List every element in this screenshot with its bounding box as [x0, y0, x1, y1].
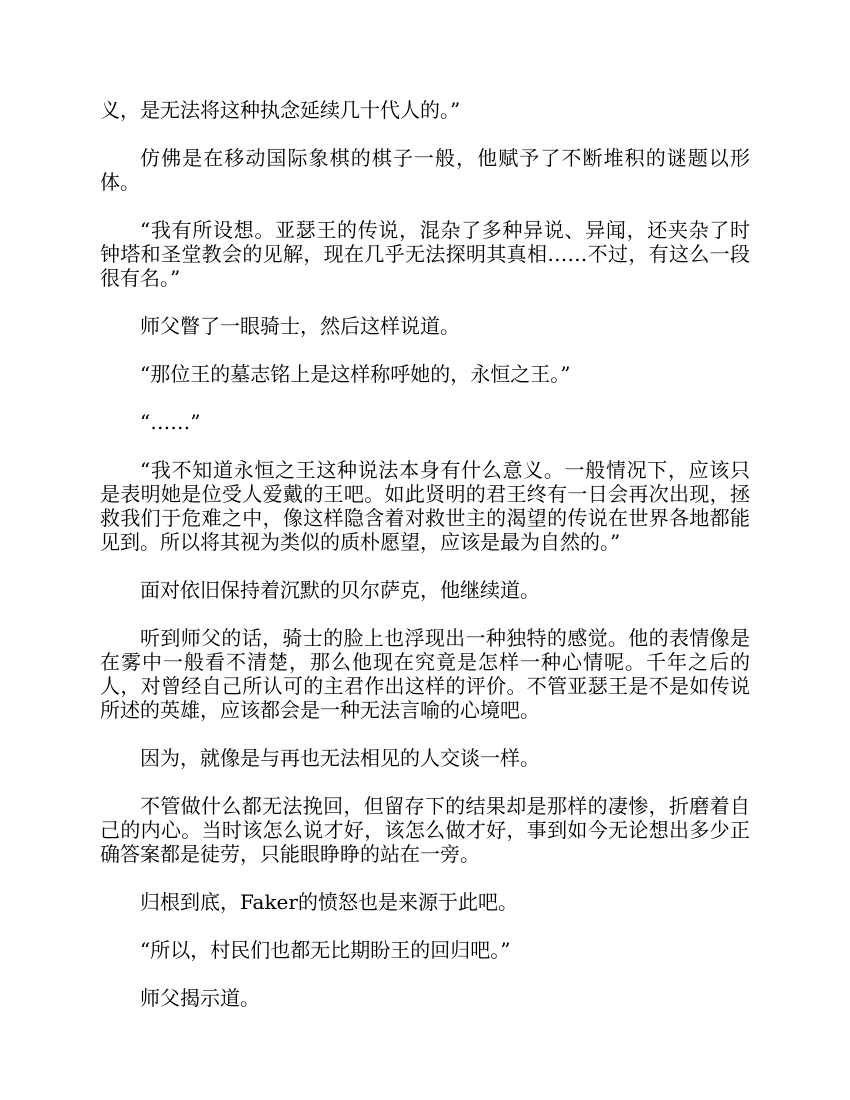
paragraph: 面对依旧保持着沉默的贝尔萨克，他继续道。: [140, 578, 540, 602]
paragraph: 师父瞥了一眼骑士，然后这样说道。: [140, 314, 460, 338]
paragraph: 归根到底，Faker的愤怒也是来源于此吧。: [140, 890, 518, 914]
document-body: [100, 98, 750, 1034]
paragraph: “我有所设想。亚瑟王的传说，混杂了多种异说、异闻，还夹杂了时钟塔和圣堂教会的见解，现在几乎无法探明其真相……不过，有这么一段很有名。”: [100, 218, 750, 290]
paragraph: “那位王的墓志铭上是这样称呼她的，永恒之王。”: [140, 362, 571, 386]
paragraph: 义，是无法将这种执念延续几十代人的。”: [100, 98, 461, 122]
paragraph: 师父揭示道。: [140, 986, 260, 1010]
paragraph: “……”: [140, 410, 201, 434]
paragraph: 听到师父的话，骑士的脸上也浮现出一种独特的感觉。他的表情像是在雾中一般看不清楚，那么他现在究竟是怎样一种心情呢。千年之后的人，对曾经自己所认可的主君作出这样的评价。不管亚瑟王是不是如传说所述的英雄，应该都会是一种无法言喻的心境吧。: [100, 626, 750, 722]
paragraph: 不管做什么都无法挽回，但留存下的结果却是那样的凄惨，折磨着自己的内心。当时该怎么说才好，该怎么做才好，事到如今无论想出多少正确答案都是徒劳，只能眼睁睁的站在一旁。: [100, 794, 750, 866]
paragraph: “我不知道永恒之王这种说法本身有什么意义。一般情况下，应该只是表明她是位受人爱戴的王吧。如此贤明的君王终有一日会再次出现，拯救我们于危难之中，像这样隐含着对救世主的渴望的传说在世界各地都能见到。所以将其视为类似的质朴愿望，应该是最为自然的。”: [100, 458, 750, 554]
paragraph: 因为，就像是与再也无法相见的人交谈一样。: [140, 746, 540, 770]
paragraph: “所以，村民们也都无比期盼王的回归吧。”: [140, 938, 511, 962]
paragraph: 仿佛是在移动国际象棋的棋子一般，他赋予了不断堆积的谜题以形体。: [100, 146, 750, 194]
